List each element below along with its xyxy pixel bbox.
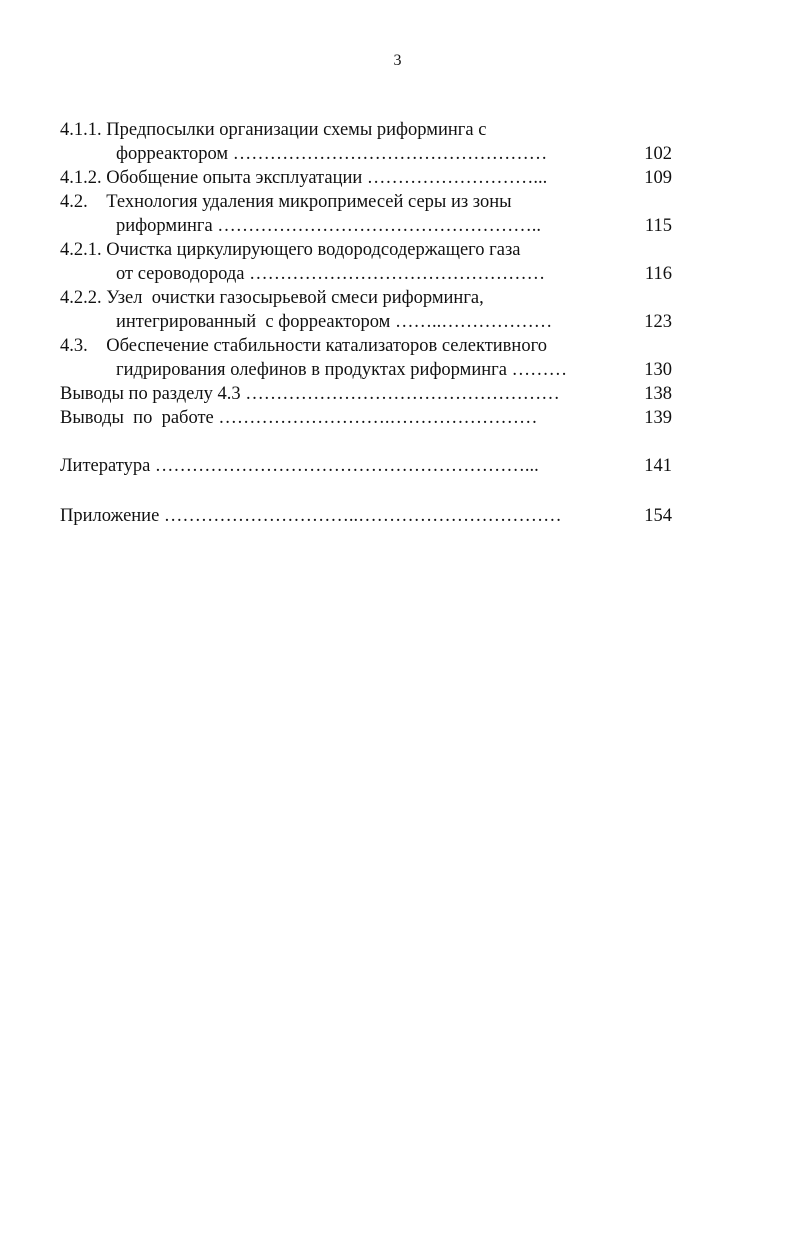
toc-entry-4-1-1: [60, 118, 672, 166]
toc-page-number: 109: [644, 168, 672, 188]
toc-entry-title-cont: риформинга ……………………………………………..: [116, 216, 542, 236]
toc-page-number: 139: [644, 408, 672, 428]
toc-entry-title-cont: форреактором ……………………………………………: [116, 144, 548, 164]
toc-entry-title: 4.1.2. Обобщение опыта эксплуатации ………………………...: [60, 168, 548, 188]
spacer: [60, 430, 672, 454]
toc-page-number: 141: [644, 456, 672, 476]
toc-entry-title: 4.2.1. Очистка циркулирующего водородсодержащего газа: [60, 240, 521, 260]
toc-entry-line: [60, 454, 672, 478]
toc-entry-4-2-1: [60, 238, 672, 286]
toc-entry-title: 4.2.2. Узел очистки газосырьевой смеси риформинга,: [60, 288, 484, 308]
toc-entry-literature: [60, 454, 672, 478]
toc-entry-title: 4.1.1. Предпосылки организации схемы риформинга с: [60, 120, 487, 140]
toc-entry-appendix: [60, 504, 672, 528]
table-of-contents: [60, 118, 672, 528]
toc-entry-line: [60, 142, 672, 166]
toc-entry-line: [60, 382, 672, 406]
toc-entry-line: [60, 118, 672, 142]
toc-entry-line: [60, 286, 672, 310]
toc-entry-title: 4.2. Технология удаления микропримесей серы из зоны: [60, 192, 512, 212]
toc-entry-line: [60, 310, 672, 334]
page-number: 3: [393, 52, 402, 69]
toc-entry-line: [60, 334, 672, 358]
toc-entry-4-2: [60, 190, 672, 238]
toc-entry-line: [60, 262, 672, 286]
toc-entry-title-cont: от сероводорода …………………………………………: [116, 264, 546, 284]
toc-page-number: 116: [644, 264, 672, 284]
toc-entry-line: [60, 166, 672, 190]
toc-page-number: 123: [644, 312, 672, 332]
toc-entry-title: Выводы по разделу 4.3 ……………………………………………: [60, 384, 560, 404]
toc-entry-conclusions-work: [60, 406, 672, 430]
toc-entry-title-cont: гидрирования олефинов в продуктах риформинга ………: [116, 360, 568, 380]
toc-page-number: 154: [644, 506, 672, 526]
toc-page-number: 138: [644, 384, 672, 404]
toc-entry-4-2-2: [60, 286, 672, 334]
toc-entry-title: Литература ……………………………………………………...: [60, 456, 539, 476]
toc-entry-conclusions-4-3: [60, 382, 672, 406]
toc-entry-4-3: [60, 334, 672, 382]
toc-entry-line: [60, 238, 672, 262]
toc-entry-line: [60, 214, 672, 238]
toc-entry-line: [60, 190, 672, 214]
toc-page-number: 115: [644, 216, 672, 236]
toc-entry-title: 4.3. Обеспечение стабильности катализаторов селективного: [60, 336, 547, 356]
toc-entry-line: [60, 358, 672, 382]
toc-entry-title: Приложение …………………………..……………………………: [60, 506, 562, 526]
toc-page-number: 102: [644, 144, 672, 164]
toc-entry-title: Выводы по работе ……………………….……………………: [60, 408, 538, 428]
spacer: [60, 478, 672, 504]
toc-entry-line: [60, 504, 672, 528]
toc-entry-4-1-2: [60, 166, 672, 190]
toc-entry-title-cont: интегрированный с форреактором ……..………………: [116, 312, 553, 332]
toc-page-number: 130: [644, 360, 672, 380]
toc-entry-line: [60, 406, 672, 430]
